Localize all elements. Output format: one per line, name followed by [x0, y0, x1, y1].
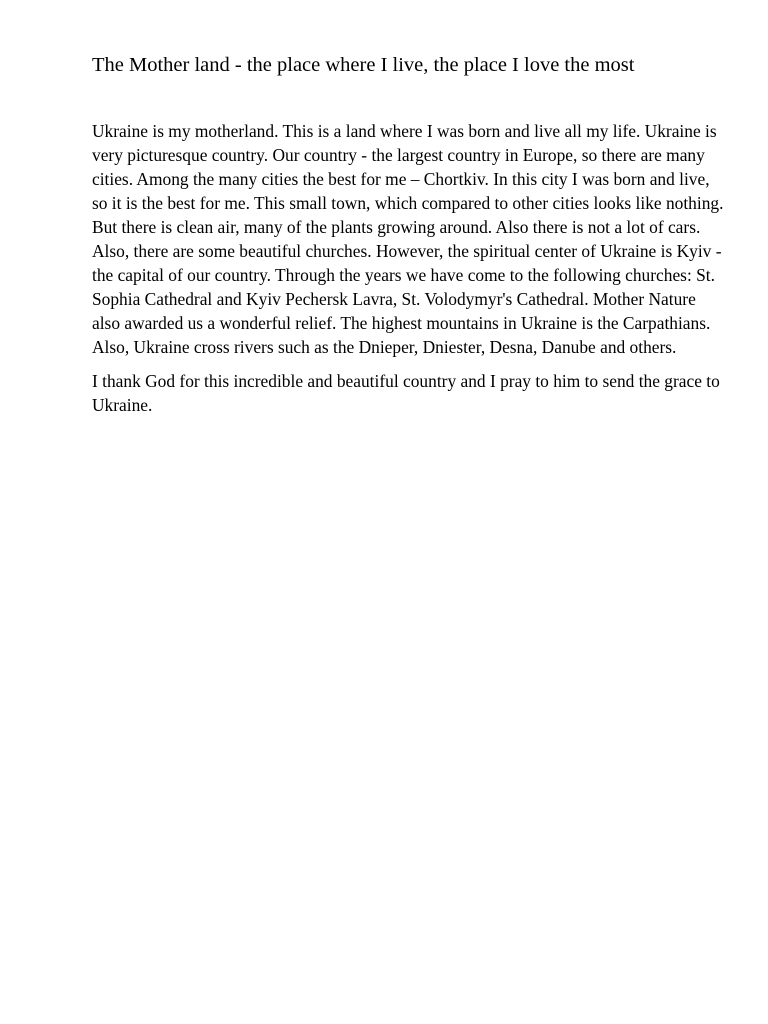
document-body	[92, 119, 728, 427]
document-title: The Mother land - the place where I live, the place I love the most	[92, 54, 635, 76]
body-paragraph-1: Ukraine is my motherland. This is a land where I was born and live all my life. Ukraine is very picturesque country. Our country - the largest country in Europe, so there are many cities. Among the many cities the best for me – Chortkiv. In this city I was born and live, so it is the best for me. This small town, which compared to other cities looks like nothing. But there is clean air, many of the plants growing around. Also there is not a lot of cars. Also, there are some beautiful churches. However, the spiritual center of Ukraine is Kyiv - the capital of our country. Through the years we have come to the following churches: St. Sophia Cathedral and Kyiv Pechersk Lavra, St. Volodymyr's Cathedral. Mother Nature also awarded us a wonderful relief. The highest mountains in Ukraine is the Carpathians. Also, Ukraine cross rivers such as the Dnieper, Dniester, Desna, Danube and others.	[92, 121, 724, 357]
body-paragraph-2: I thank God for this incredible and beautiful country and I pray to him to send the grace to Ukraine.	[92, 371, 720, 415]
